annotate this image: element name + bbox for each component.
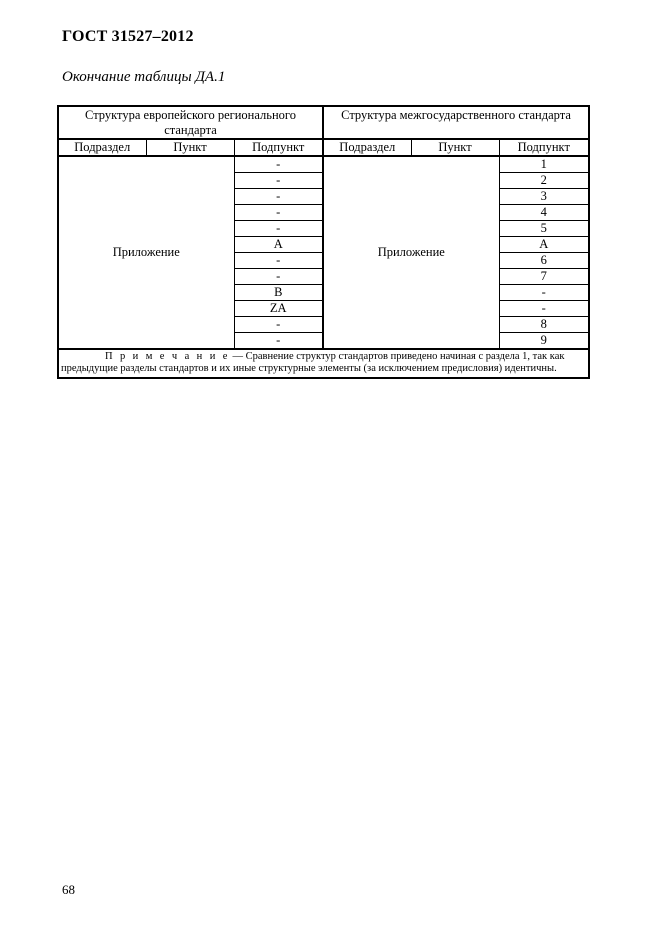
group-header-row: [58, 106, 589, 139]
col-header-subsection-interstate: Подраздел: [323, 139, 411, 156]
col-header-subclause-interstate: Подпункт: [499, 139, 589, 156]
subclause-cell-eu: -: [234, 269, 323, 285]
subclause-cell-interstate: -: [499, 285, 589, 301]
subclause-cell-interstate: -: [499, 301, 589, 317]
table-row: [58, 156, 589, 173]
subclause-cell-eu: А: [234, 237, 323, 253]
subclause-cell-interstate: 2: [499, 173, 589, 189]
subclause-cell-interstate: 9: [499, 333, 589, 350]
annex-cell-european: Приложение: [58, 156, 234, 349]
subclause-cell-interstate: 4: [499, 205, 589, 221]
subclause-cell-eu: -: [234, 205, 323, 221]
subclause-cell-interstate: А: [499, 237, 589, 253]
annex-cell-interstate: Приложение: [323, 156, 499, 349]
col-header-subsection-eu: Подраздел: [58, 139, 146, 156]
subclause-cell-eu: -: [234, 173, 323, 189]
subclause-cell-eu: -: [234, 221, 323, 237]
subclause-cell-eu: В: [234, 285, 323, 301]
note-row: [58, 349, 589, 378]
subclause-cell-eu: -: [234, 189, 323, 205]
page-number: 68: [62, 882, 75, 897]
table-caption: Окончание таблицы ДА.1: [62, 69, 226, 85]
subclause-cell-interstate: 3: [499, 189, 589, 205]
group-header-interstate: Структура межгосударственного стандарта: [323, 106, 589, 139]
subclause-cell-eu: -: [234, 253, 323, 269]
col-header-clause-interstate: Пункт: [411, 139, 499, 156]
structure-comparison-table: [57, 105, 590, 379]
subclause-cell-eu: ZA: [234, 301, 323, 317]
col-header-subclause-eu: Подпункт: [234, 139, 323, 156]
col-header-clause-eu: Пункт: [146, 139, 234, 156]
subclause-cell-interstate: 7: [499, 269, 589, 285]
subclause-cell-interstate: 1: [499, 156, 589, 173]
subclause-cell-interstate: 8: [499, 317, 589, 333]
note-heading: П р и м е ч а н и е: [105, 351, 230, 362]
subclause-cell-interstate: 5: [499, 221, 589, 237]
standard-designation: ГОСТ 31527–2012: [62, 28, 194, 45]
subclause-cell-eu: -: [234, 156, 323, 173]
subclause-cell-eu: -: [234, 317, 323, 333]
group-header-european: Структура европейского регионального стандарта: [58, 106, 323, 139]
subclause-cell-eu: -: [234, 333, 323, 350]
note-text: — Сравнение структур стандартов приведено начиная с раздела 1, так как предыдущие разделы стандартов и их иные структурные элементы (за исключением предисловия) идентичны.: [61, 351, 565, 374]
column-header-row: [58, 139, 589, 156]
table-note: [58, 349, 589, 378]
subclause-cell-interstate: 6: [499, 253, 589, 269]
